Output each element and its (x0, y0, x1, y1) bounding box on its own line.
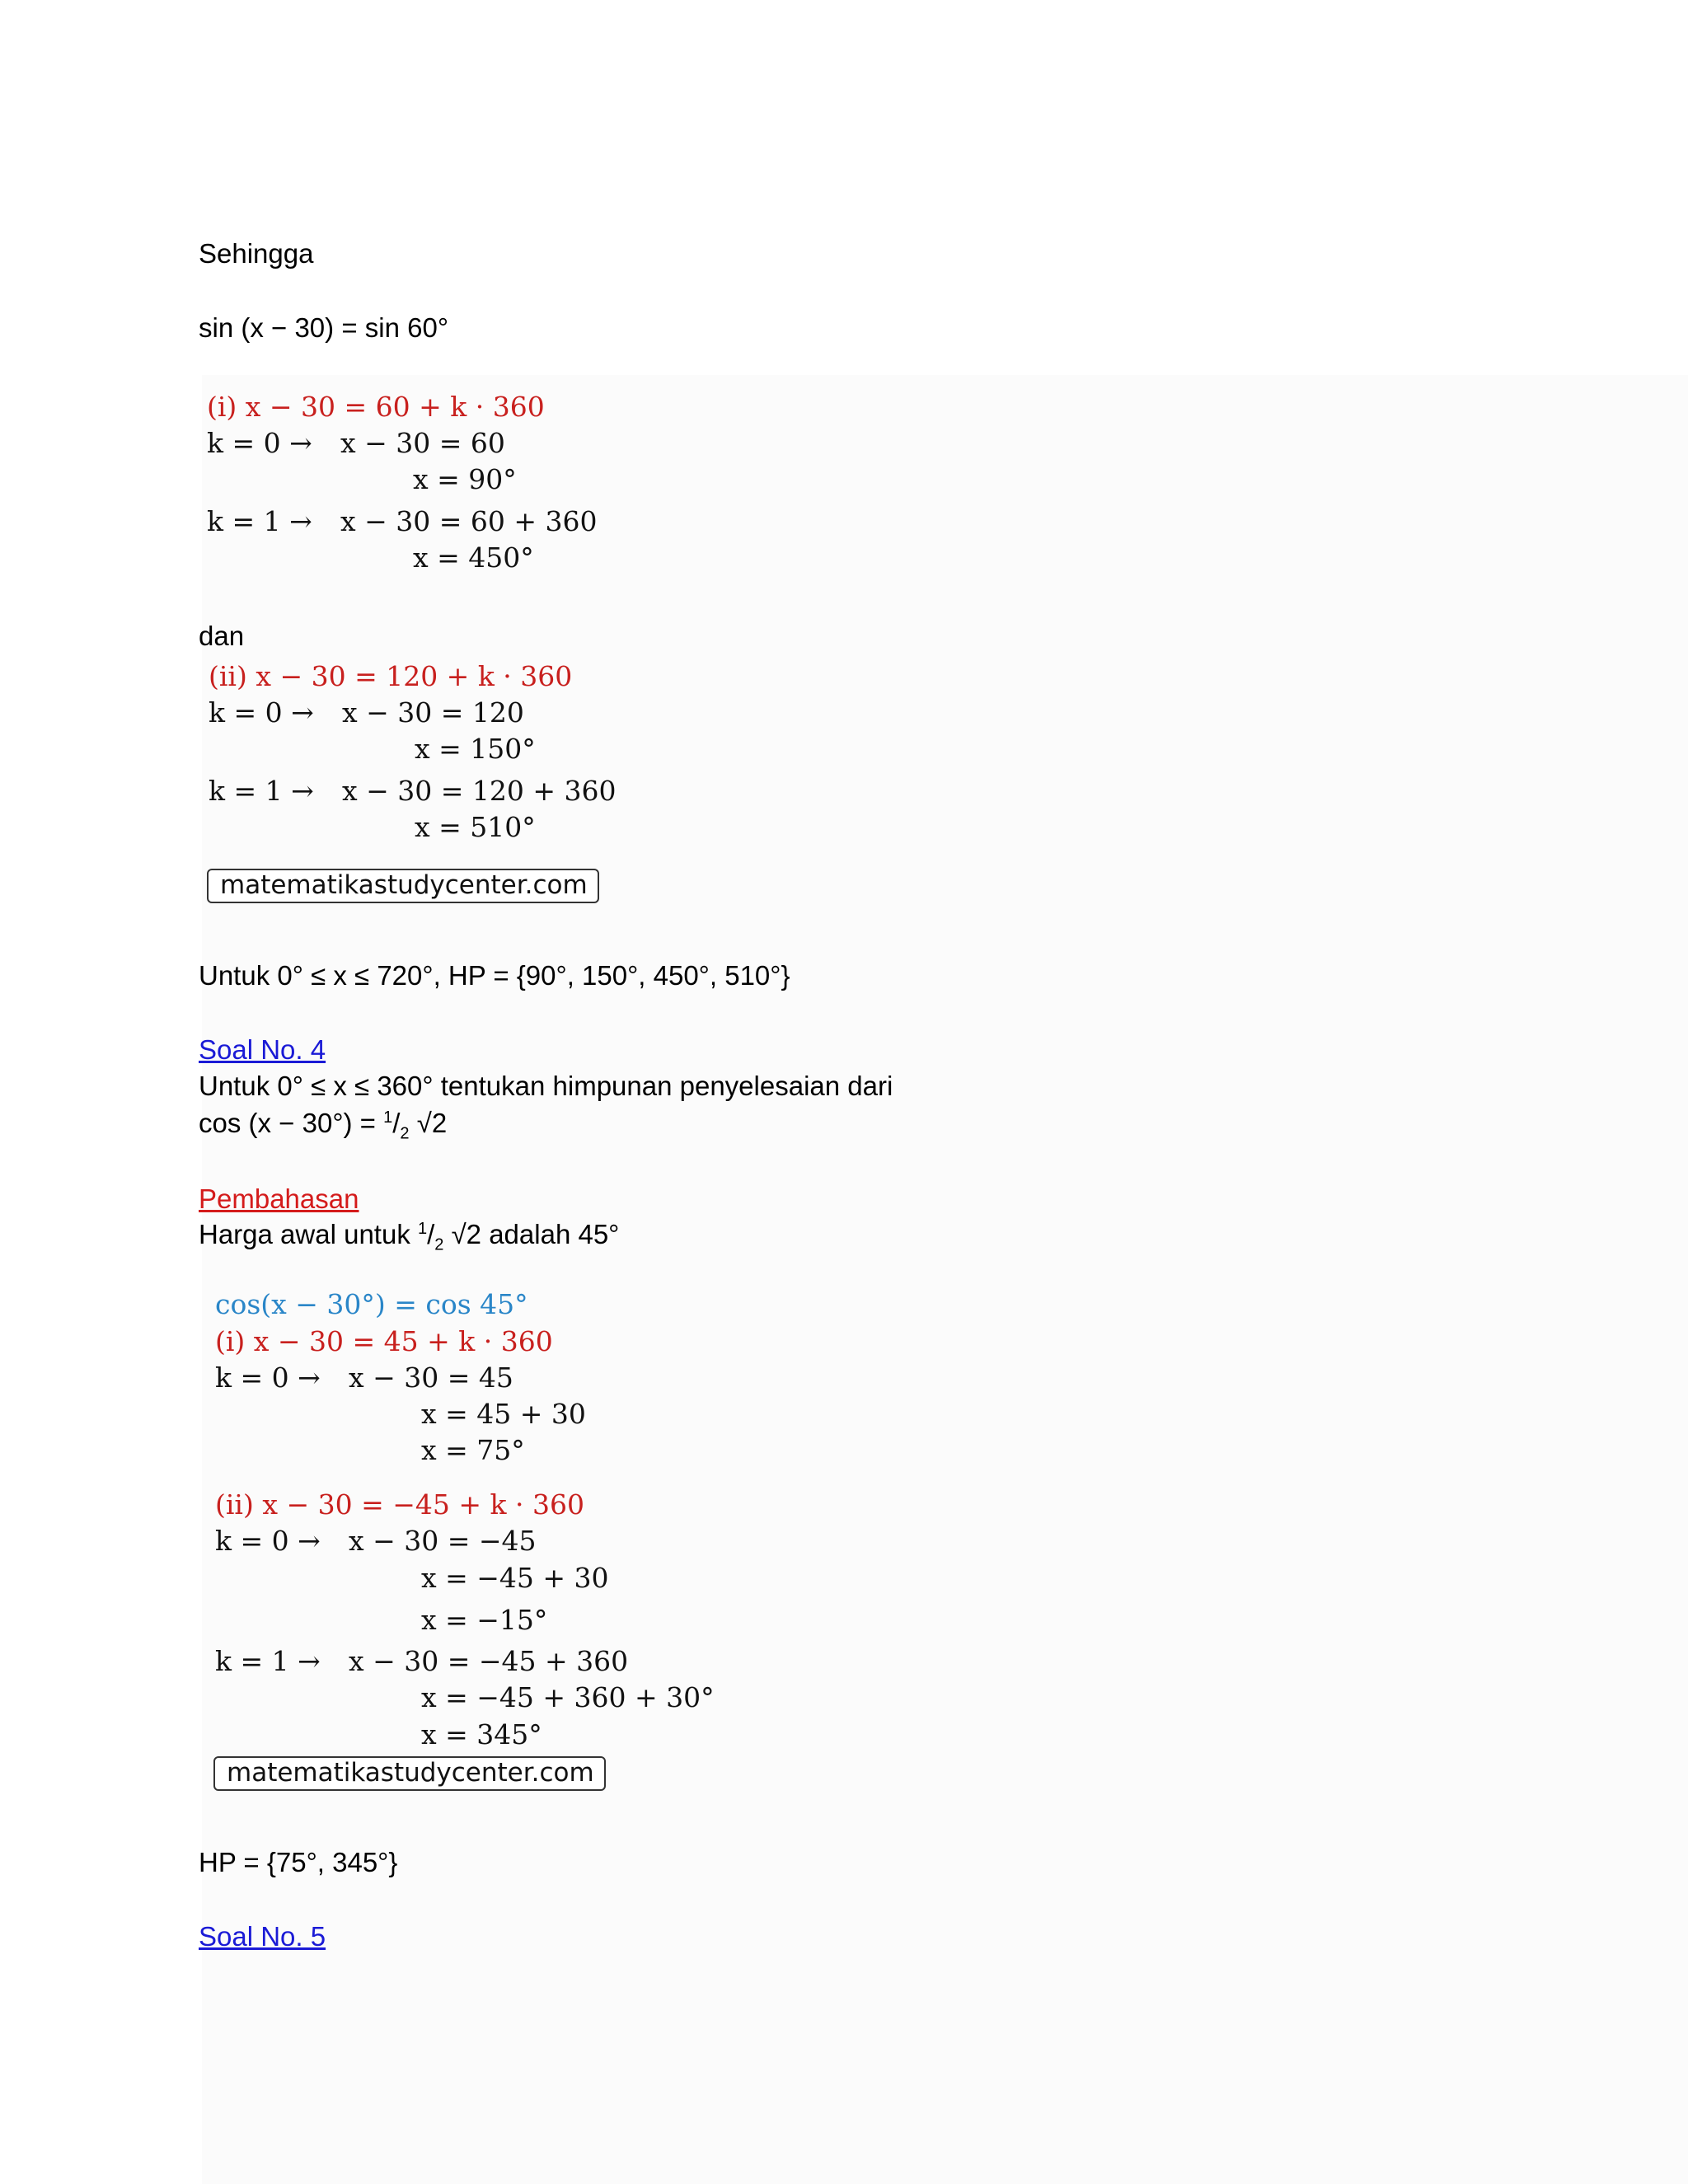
math2-x510: x = 510° (415, 811, 536, 843)
dan-text: dan (199, 621, 245, 651)
math3-x345: x = 345° (421, 1718, 542, 1750)
math1-k1: k = 1 → (207, 505, 312, 537)
math3-k0: k = 0 → (215, 1361, 321, 1394)
math2-k1-eq: x − 30 = 120 + 360 (342, 775, 617, 807)
math2-k1: k = 1 → (209, 775, 314, 807)
math3-heading-ii: (ii) x − 30 = −45 + k · 360 (215, 1488, 584, 1521)
math3-k0-eq: x − 30 = 45 (349, 1361, 513, 1394)
math3-x75: x = 75° (421, 1434, 525, 1466)
pembahasan-link[interactable]: Pembahasan (199, 1183, 359, 1214)
math2-x150: x = 150° (415, 733, 536, 765)
math3-x-sum: x = 45 + 30 (421, 1398, 586, 1430)
math1-k0: k = 0 → (207, 427, 312, 459)
math3-x-neg15: x = −15° (421, 1604, 548, 1636)
soal-4-equation: $\cos (x - 30^\circ) = ^1/_2$ √2 (199, 1108, 448, 1143)
hp-result-2: HP = {75°, 345°} (199, 1847, 398, 1877)
equation-sin: sin (x − 30) = sin 60° (199, 312, 449, 343)
soal-5-link[interactable]: Soal No. 5 (199, 1921, 326, 1952)
math2-k0: k = 0 → (209, 696, 314, 729)
math3-k0b-eq: x − 30 = −45 (349, 1525, 537, 1557)
math2-k0-eq: x − 30 = 120 (342, 696, 524, 729)
harga-awal-text: Harga awal untuk $^1/_2$ √2 adalah 45° (199, 1219, 620, 1254)
watermark-1: matematikastudycenter.com (207, 869, 599, 903)
math1-k1-eq: x − 30 = 60 + 360 (340, 505, 598, 537)
math3-cos: cos(x − 30°) = cos 45° (215, 1288, 528, 1320)
sehingga-text: Sehingga (199, 238, 314, 269)
math3-k0b: k = 0 → (215, 1525, 321, 1557)
math3-x-neg-sum: x = −45 + 30 (421, 1562, 609, 1594)
watermark-2: matematikastudycenter.com (213, 1756, 606, 1791)
math1-heading: (i) x − 30 = 60 + k · 360 (207, 391, 545, 423)
page-background (202, 375, 1688, 2184)
math1-x450: x = 450° (413, 541, 534, 574)
math1-x90: x = 90° (413, 463, 517, 495)
soal-4-question: Untuk 0° ≤ x ≤ 360° tentukan himpunan penyelesaian dari (199, 1071, 893, 1101)
math3-heading-i: (i) x − 30 = 45 + k · 360 (215, 1325, 553, 1357)
math2-heading: (ii) x − 30 = 120 + k · 360 (209, 660, 573, 692)
hp-result-1: Untuk 0° ≤ x ≤ 720°, HP = {90°, 150°, 450°, 510°} (199, 960, 790, 991)
math3-x-long-sum: x = −45 + 360 + 30° (421, 1681, 715, 1713)
math3-k1-eq: x − 30 = −45 + 360 (349, 1645, 629, 1677)
math3-k1: k = 1 → (215, 1645, 321, 1677)
math1-k0-eq: x − 30 = 60 (340, 427, 505, 459)
soal-4-link[interactable]: Soal No. 4 (199, 1034, 326, 1065)
